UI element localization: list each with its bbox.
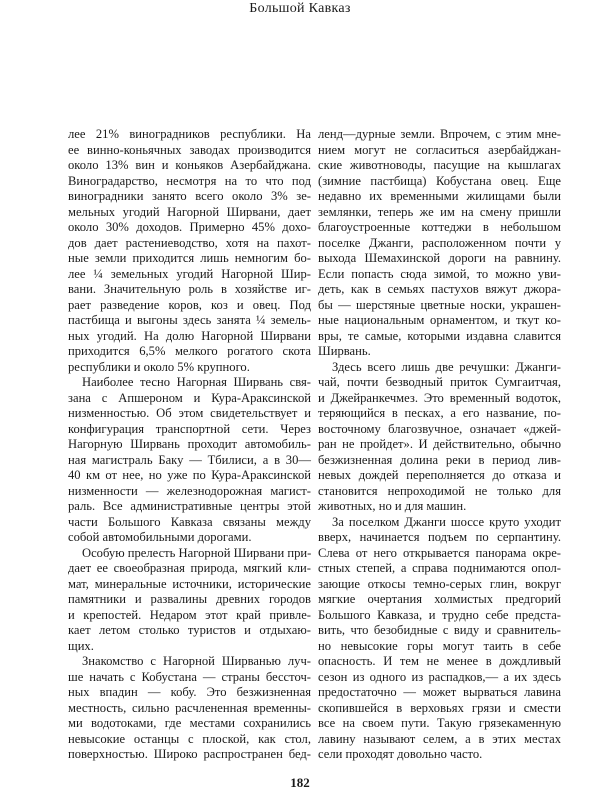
- text-line: зающие откосы темно-серых глин, вокруг: [318, 576, 561, 591]
- text-line: но невысокие горы могут таить в себе: [318, 638, 561, 653]
- text-line: щих.: [68, 638, 94, 653]
- text-line: Большого Кавказа, и трудно себе предста-: [318, 607, 561, 622]
- text-line: мат, минеральные источники, исторические: [68, 576, 311, 591]
- text-line: вить, что безобидные с виду и сравнитель-: [318, 623, 561, 637]
- text-line: лавину называют селем, а в этих местах: [318, 731, 561, 746]
- text-line: рает разведение коров, коз и овец. Под: [68, 297, 311, 312]
- text-line: теряющийся в песках, а его название, по-: [318, 406, 561, 420]
- running-header: Большой Кавказ: [249, 1, 351, 16]
- text-line: ские животноводы, пасущие на кышлагах: [318, 158, 561, 172]
- text-line: землянки, теперь же им на смену пришли: [318, 204, 561, 219]
- paragraph: [318, 360, 561, 515]
- paragraph: [68, 546, 311, 655]
- paragraph: [68, 127, 311, 375]
- text-line: Виноградарство, несмотря на то что под: [68, 173, 311, 188]
- text-line: зана с Апшероном и Кура-Араксинской: [68, 390, 311, 405]
- text-line: Если попасть сюда зимой, то можно уви-: [318, 266, 561, 281]
- text-line: недавно их временными жилищами были: [318, 189, 561, 203]
- text-line: приходится 6,5% мелкого рогатого скота: [68, 344, 311, 358]
- text-line: благоустроенные коттеджи в небольшом: [318, 220, 561, 234]
- text-column-right: [318, 127, 561, 763]
- text-line: выхода Шемахинской дороги на равнину.: [318, 251, 561, 265]
- text-line: становится непроходимой не только для: [318, 483, 561, 498]
- text-line: вани. Значительную роль в хозяйстве иг-: [68, 282, 311, 296]
- paragraph: [318, 515, 561, 763]
- text-line: около 13% вин и коньяков Азербайджана.: [68, 158, 311, 172]
- text-line: сезон из одного из распадков,— а их здесь: [318, 669, 561, 684]
- text-line: ных впадин — кобу. Это безжизненная: [68, 685, 311, 699]
- text-line: Слева от него открывается панорама окре-: [318, 545, 561, 560]
- text-line: скопившейся в верховьях грязи и смести: [318, 700, 561, 715]
- text-line: памятники и развалины древних городов: [68, 592, 311, 606]
- text-line: безжизненная долина реки в период лив-: [318, 452, 561, 467]
- text-line: дов дает растениеводство, хотя на пахот-: [68, 235, 311, 250]
- text-line: Ширвань.: [318, 344, 371, 358]
- text-line: мельных угодий Нагорной Ширвани, дает: [68, 204, 311, 219]
- text-line: части Большого Кавказа связаны между: [68, 514, 311, 529]
- paragraph: [318, 127, 561, 360]
- text-line: ран не пройдет». И действительно, обычно: [318, 437, 561, 451]
- text-line: нием могут не согласиться азербайджан-: [318, 142, 561, 157]
- paragraph: [68, 654, 311, 763]
- text-line: мягкие очертания холмистых предгорий: [318, 592, 561, 606]
- text-line: и Джейранкечмез. Это временный водоток,: [318, 390, 561, 405]
- text-line: Нагорную Ширвань проходит автомобиль-: [68, 437, 311, 451]
- text-line: все на своем пути. Такую грязекаменную: [318, 716, 561, 730]
- text-line: республики и около 5% крупного.: [68, 359, 250, 374]
- text-line: дает ее своеобразная природа, мягкий кли-: [68, 561, 311, 575]
- text-line: чай, почти безводный приток Сумгаитчая,: [318, 375, 561, 389]
- text-line: Наиболее тесно Нагорная Ширвань свя-: [82, 375, 311, 389]
- text-line: ные земли приходится лишь немногим бо-: [68, 251, 311, 265]
- text-line: Знакомство с Нагорной Ширванью луч-: [82, 654, 311, 668]
- text-line: предостаточно — может вырваться лавина: [318, 685, 561, 699]
- text-line: около 30% доходов. Примерно 45% дохо-: [68, 220, 311, 234]
- text-line: Здесь всего лишь две речушки: Джанги-: [332, 359, 561, 374]
- text-line: ми водотоками, где местами сохранились: [68, 716, 311, 730]
- text-line: местность, сильно расчлененная временны-: [68, 700, 311, 715]
- text-line: ные национальным орнаментом, и ткут ко-: [318, 313, 561, 327]
- text-line: собой автомобильными дорогами.: [68, 530, 252, 544]
- text-line: 40 км от нее, но уже по Кура-Араксинской: [68, 468, 311, 482]
- text-line: вверх, начинается подъем по серпантину.: [318, 530, 561, 544]
- text-line: виноградники занято всего около 3% зе-: [68, 189, 311, 203]
- text-line: пастбища и выгоны здесь занята ¼ земель-: [68, 313, 311, 327]
- text-line: бы — шерстяные цветные носки, украшен-: [318, 297, 561, 312]
- text-line: кает летом столько туристов и отдыхаю-: [68, 623, 311, 637]
- text-line: раль. Все административные центры этой: [68, 499, 311, 513]
- text-line: За поселком Джанги шоссе круто уходит: [332, 514, 561, 529]
- paragraph: [68, 375, 311, 546]
- text-line: вры, те самые, которыми издавна славится: [318, 328, 561, 343]
- text-line: лее 21% виноградников республики. На: [68, 127, 311, 141]
- text-line: лее ¼ земельных угодий Нагорной Шир-: [68, 266, 311, 281]
- text-column-left: [68, 127, 311, 763]
- text-line: ее винно-коньячных заводах производится: [68, 142, 311, 157]
- text-line: низменности — железнодорожная магист-: [68, 483, 311, 498]
- text-line: стных степей, а справа поднимаются опол-: [318, 561, 561, 575]
- text-line: Особую прелесть Нагорной Ширвани при-: [82, 545, 312, 560]
- text-line: животных, но и для машин.: [318, 499, 467, 513]
- text-line: опасность. И тем не менее в дождливый: [318, 654, 561, 668]
- text-line: поселке Джанги, расположенном почти у: [318, 235, 561, 250]
- text-line: низменностью. Об этом свидетельствует и: [68, 406, 311, 420]
- text-line: конфигурация транспортной сети. Через: [68, 421, 311, 436]
- text-line: сели проходят довольно часто.: [318, 747, 483, 761]
- text-line: невысокие останцы с плоской, как стол,: [68, 731, 311, 746]
- text-line: ная магистраль Баку — Тбилиси, а в 30—: [68, 452, 311, 467]
- text-line: деть, как в семьях пастухов вяжут джора-: [318, 282, 561, 296]
- text-line: невых дождей переполняется до отказа и: [318, 468, 561, 482]
- text-line: восточному благозвучное, означает «джей-: [318, 421, 561, 436]
- text-line: ленд—дурные земли. Впрочем, с этим мне-: [318, 127, 561, 141]
- text-line: (зимние пастбища) Кобустана овец. Еще: [318, 173, 561, 188]
- page-number: 182: [290, 775, 310, 790]
- text-line: и крепостей. Недаром этот край привле-: [68, 607, 311, 622]
- text-line: поверхностью. Широко распространен бед-: [68, 747, 311, 761]
- text-line: ше начать с Кобустана — страны бессточ-: [68, 669, 311, 684]
- text-line: ных угодий. На долю Нагорной Ширвани: [68, 328, 311, 343]
